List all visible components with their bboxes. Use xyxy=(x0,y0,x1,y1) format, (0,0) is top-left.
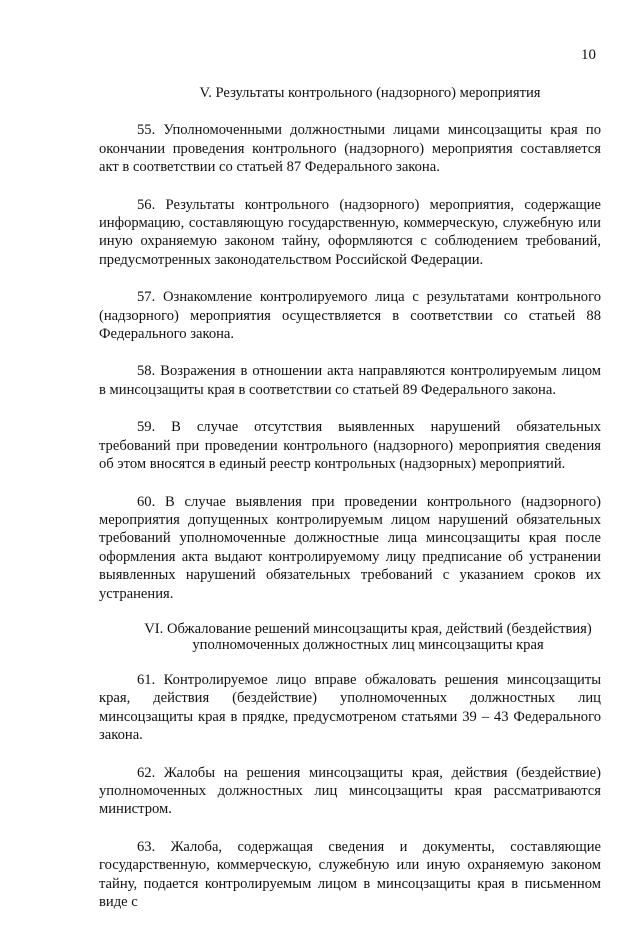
paragraph-62: 62. Жалобы на решения минсоцзащиты края, действия (бездействие) уполномоченных должностных лиц минсоцзащиты края рассматриваются министром. xyxy=(99,764,601,818)
paragraph-57: 57. Ознакомление контролируемого лица с результатами контрольного (надзорного) мероприятия осуществляется в соответствии со статьей 88 Федерального закона. xyxy=(99,289,601,343)
section-heading-vi-line1: VI. Обжалование решений минсоцзащиты края, действий (бездействия) xyxy=(144,620,592,637)
section-heading-vi-line2: уполномоченных должностных лиц минсоцзащиты края xyxy=(192,636,544,653)
page-number: 10 xyxy=(581,47,596,63)
section-heading-vi xyxy=(99,621,601,653)
paragraph-59: 59. В случае отсутствия выявленных нарушений обязательных требований при проведении контрольного (надзорного) мероприятия сведения об этом вносятся в единый реестр контрольных (надзорных) мероприятий. xyxy=(99,419,601,473)
paragraph-55: 55. Уполномоченными должностными лицами минсоцзащиты края по окончании проведения контрольного (надзорного) мероприятия составляется акт в соответствии со статьей 87 Федерального закона. xyxy=(99,122,601,176)
paragraph-58: 58. Возражения в отношении акта направляются контролируемым лицом в минсоцзащиты края в соответствии со статьей 89 Федерального закона. xyxy=(99,363,601,398)
section-heading-v: V. Результаты контрольного (надзорного) мероприятия xyxy=(199,85,541,101)
paragraph-61: 61. Контролируемое лицо вправе обжаловать решения минсоцзащиты края, действия (бездействие) уполномоченных должностных лиц минсоцзащиты края в прядке, предусмотреном статьями 39 – 43 Федерального закона. xyxy=(99,671,601,744)
paragraph-60: 60. В случае выявления при проведении контрольного (надзорного) мероприятия допущенных контролируемым лицом нарушений обязательных требований уполномоченные должностные лица минсоцзащиты края после оформления акта выдают контролируемому лицу предписание об устранении выявленных нарушений обязательных требований с указанием сроков их устранения. xyxy=(99,493,601,602)
document-body xyxy=(99,84,601,930)
paragraph-56: 56. Результаты контрольного (надзорного) мероприятия, содержащие информацию, составляющую государственную, коммерческую, служебную или иную охраняемую законом тайну, оформляются с соблюдением требований, предусмотренных законодательством Российской Федерации. xyxy=(99,196,601,268)
paragraph-63: 63. Жалоба, содержащая сведения и документы, составляющие государственную, коммерческую, служебную или иную охраняемую законом тайну, подается контролируемым лицом в минсоцзащиты края в письменном виде с xyxy=(99,838,601,910)
